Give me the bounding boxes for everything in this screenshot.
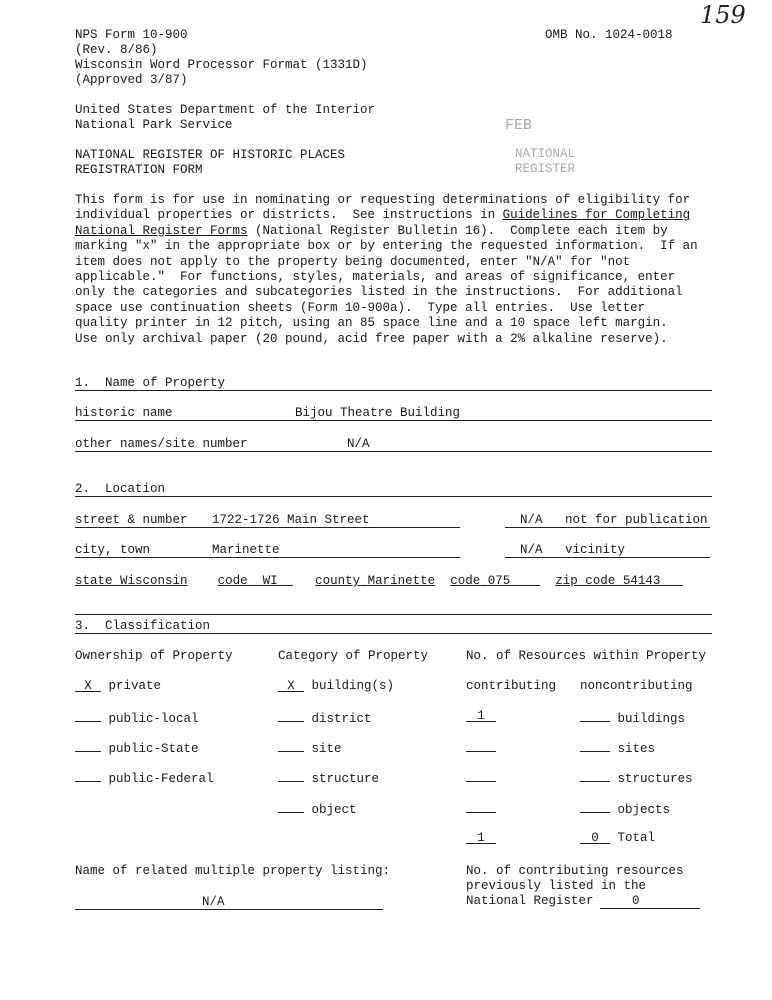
category-heading: Category of Property bbox=[278, 649, 429, 663]
noncontributing-structures-row bbox=[580, 769, 693, 787]
related-listing-label: Name of related multiple property listing: bbox=[75, 864, 391, 878]
ownership-heading: Ownership of Property bbox=[75, 649, 233, 663]
historic-name-label: historic name bbox=[75, 406, 173, 420]
other-names-label: other names/site number bbox=[75, 437, 248, 451]
received-stamp-date: FEB bbox=[505, 117, 533, 134]
category-district[interactable]: district bbox=[278, 709, 372, 727]
handwritten-page-number: 159 bbox=[700, 1, 746, 29]
agency: National Park Service bbox=[75, 118, 233, 132]
street-na[interactable]: N/A bbox=[520, 513, 543, 527]
zip-label: zip code bbox=[555, 574, 616, 588]
received-stamp-line2: REGISTER bbox=[515, 162, 576, 176]
noncontributing-sites-row bbox=[580, 739, 655, 757]
previously-listed-field[interactable]: 0 bbox=[632, 894, 640, 908]
previously-listed-label-2: previously listed in the bbox=[466, 879, 647, 893]
state-code-field[interactable]: WI bbox=[262, 574, 278, 588]
form-number: NPS Form 10-900 bbox=[75, 28, 188, 42]
noncontributing-sites[interactable] bbox=[580, 739, 610, 752]
section-2-heading: 2. Location bbox=[75, 482, 166, 496]
total-contributing[interactable]: 1 bbox=[466, 831, 496, 844]
contributing-label: contributing bbox=[466, 679, 557, 693]
historic-name-field[interactable]: Bijou Theatre Building bbox=[295, 406, 461, 420]
city-na[interactable]: N/A bbox=[520, 543, 543, 557]
noncontributing-objects[interactable] bbox=[580, 800, 610, 813]
contributing-sites[interactable] bbox=[466, 739, 496, 752]
resources-heading: No. of Resources within Property bbox=[466, 649, 707, 663]
county-label: county bbox=[315, 574, 361, 588]
section-1-heading: 1. Name of Property bbox=[75, 376, 226, 390]
street-field[interactable]: 1722-1726 Main Street bbox=[212, 513, 370, 527]
form-approved: (Approved 3/87) bbox=[75, 73, 188, 87]
related-listing-field[interactable]: N/A bbox=[202, 895, 225, 909]
noncontributing-buildings[interactable] bbox=[580, 709, 610, 722]
resource-row-sites bbox=[466, 739, 496, 757]
state-field[interactable]: Wisconsin bbox=[120, 574, 188, 588]
category-site[interactable]: site bbox=[278, 739, 342, 757]
department: United States Department of the Interior bbox=[75, 103, 376, 117]
received-stamp-line1: NATIONAL bbox=[515, 147, 576, 161]
total-row bbox=[466, 831, 496, 846]
contributing-structures[interactable] bbox=[466, 769, 496, 782]
ownership-private[interactable]: X private bbox=[75, 679, 161, 694]
not-for-publication-label: not for publication bbox=[565, 513, 708, 527]
form-title: NATIONAL REGISTER OF HISTORIC PLACES bbox=[75, 148, 346, 162]
form-revision: (Rev. 8/86) bbox=[75, 43, 158, 57]
ownership-public-state[interactable]: public-State bbox=[75, 739, 199, 757]
city-label: city, town bbox=[75, 543, 151, 557]
city-field[interactable]: Marinette bbox=[212, 543, 280, 557]
omb-number: OMB No. 1024-0018 bbox=[545, 28, 673, 42]
noncontributing-objects-row bbox=[580, 800, 670, 818]
previously-listed-label-1: No. of contributing resources bbox=[466, 864, 684, 878]
ownership-public-federal[interactable]: public-Federal bbox=[75, 769, 214, 787]
form-format: Wisconsin Word Processor Format (1331D) bbox=[75, 58, 368, 72]
noncontributing-structures[interactable] bbox=[580, 769, 610, 782]
previously-listed-label-3: National Register bbox=[466, 894, 594, 908]
category-structure[interactable]: structure bbox=[278, 769, 379, 787]
resource-row-structures bbox=[466, 769, 496, 787]
contributing-objects[interactable] bbox=[466, 800, 496, 813]
state-row bbox=[75, 574, 683, 589]
other-names-field[interactable]: N/A bbox=[347, 437, 370, 451]
ownership-public-local[interactable]: public-local bbox=[75, 709, 199, 727]
total-noncontributing[interactable]: 0 bbox=[580, 831, 610, 844]
state-code-label: code bbox=[217, 574, 248, 588]
category-object[interactable]: object bbox=[278, 800, 357, 818]
zip-field[interactable]: 54143 bbox=[622, 574, 661, 588]
county-code-label: code bbox=[450, 574, 481, 588]
resource-label: objects bbox=[617, 803, 671, 817]
street-label: street & number bbox=[75, 513, 188, 527]
resource-row-objects bbox=[466, 800, 496, 818]
noncontributing-buildings-row bbox=[580, 709, 685, 727]
resource-label: buildings bbox=[617, 712, 686, 726]
noncontributing-label: noncontributing bbox=[580, 679, 693, 693]
state-label: state bbox=[75, 574, 113, 588]
total-label: Total bbox=[617, 831, 656, 845]
county-code-field[interactable]: 075 bbox=[487, 574, 511, 588]
total-noncontributing-row bbox=[580, 831, 655, 846]
resource-row-buildings bbox=[466, 709, 496, 724]
resource-label: sites bbox=[617, 742, 656, 756]
resource-label: structures bbox=[617, 772, 693, 786]
contributing-buildings[interactable]: 1 bbox=[466, 709, 496, 722]
form-subtitle: REGISTRATION FORM bbox=[75, 163, 203, 177]
vicinity-label: vicinity bbox=[565, 543, 626, 557]
category-building[interactable]: X building(s) bbox=[278, 679, 394, 694]
county-field[interactable]: Marinette bbox=[367, 574, 436, 588]
section-3-heading: 3. Classification bbox=[75, 619, 211, 633]
instructions-paragraph: This form is for use in nominating or requesting determinations of eligibility for individual properties or districts. See instructions in Guidelines for Completing National Register Forms (National Register Bulletin 16). Complete each item by marking "x" in the appropriate box or by entering the requested information. If an item does not apply to the property being documented, enter "N/A" for "not applicable." For functions, styles, materials, and areas of significance, enter only the categories and subcategories listed in the instructions. For additional space use continuation sheets (Form 10-900a). Type all entries. Use letter quality printer in 12 pitch, using an 85 space line and a 10 space left margin. Use only archival paper (20 pound, acid free paper with a 2% alkaline reserve). bbox=[75, 193, 698, 346]
